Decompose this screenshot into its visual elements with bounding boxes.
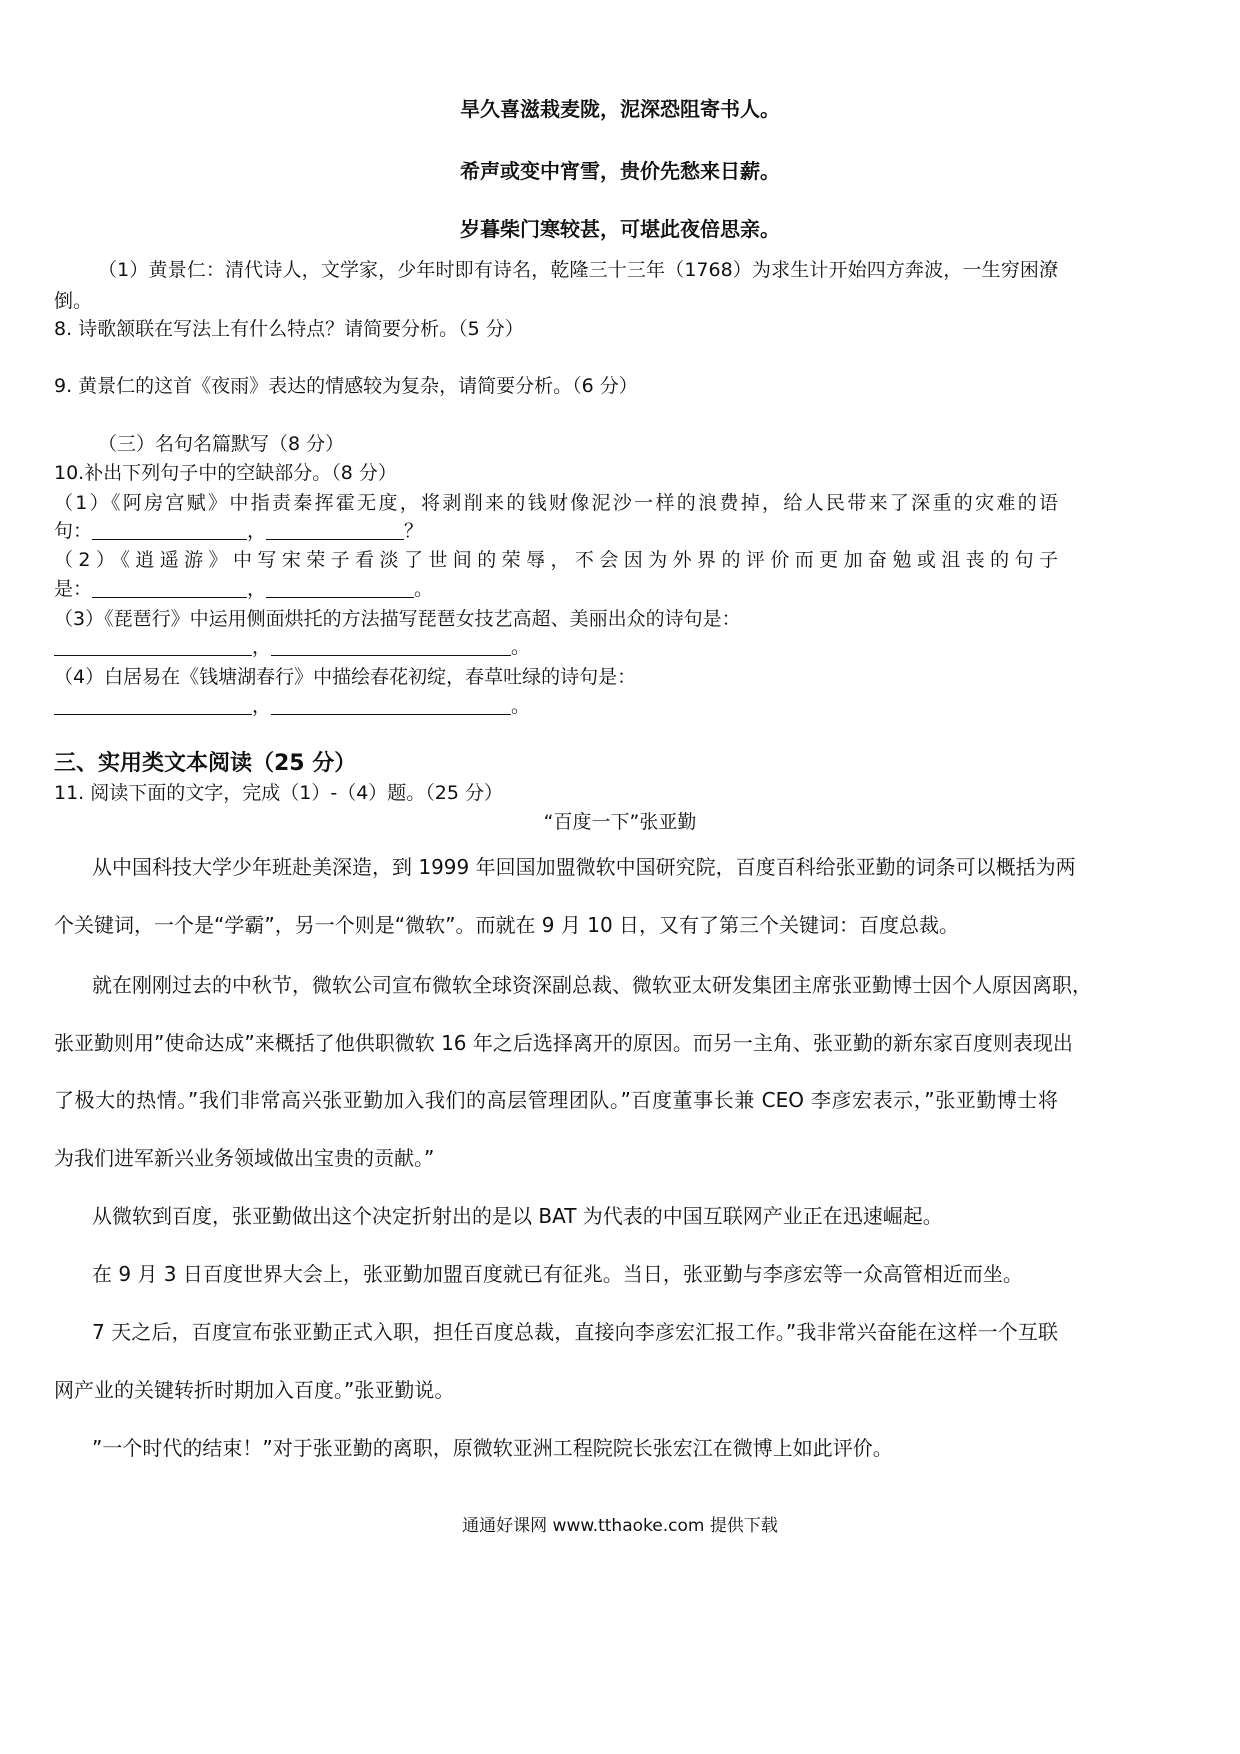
- question-10: 10.补出下列句子中的空缺部分。（8 分）: [54, 462, 397, 484]
- item-2-answer-row: [54, 576, 433, 602]
- poet-note-line-2: 倒。: [54, 290, 93, 312]
- item-1-prompt: （1）《阿房宫赋》中指责秦挥霍无度，将剥削来的钱财像泥沙一样的浪费掉，给人民带来了深重的灾难的语: [54, 492, 1058, 514]
- question-11: 11. 阅读下面的文字，完成（1）-（4）题。（25 分）: [54, 782, 504, 804]
- article-p4-line-1: 在 9 月 3 日百度世界大会上，张亚勤加盟百度就已有征兆。当日，张亚勤与李彦宏等一众高管相近而坐。: [92, 1262, 1023, 1286]
- item-2-blank-1[interactable]: [92, 577, 247, 598]
- poem-line-3: 岁暮柴门寒较甚，可堪此夜倍思亲。: [460, 217, 780, 241]
- question-8: 8. 诗歌颔联在写法上有什么特点？请简要分析。（5 分）: [54, 318, 524, 340]
- item-1-blank-1[interactable]: [92, 519, 247, 540]
- item-4-blank-1[interactable]: [54, 694, 252, 715]
- article-title: “百度一下”张亚勤: [543, 811, 697, 833]
- item-4-end: 。: [511, 695, 531, 717]
- article-p5-line-2: 网产业的关键转折时期加入百度。”张亚勤说。: [54, 1378, 455, 1402]
- item-3-answer-row: [54, 634, 530, 660]
- poet-note-line-1: （1）黄景仁：清代诗人，文学家，少年时即有诗名，乾隆三十三年（1768）为求生计开始四方奔波，一生穷困潦: [98, 259, 1058, 281]
- article-p6-line-1: ”一个时代的结束！”对于张亚勤的离职，原微软亚洲工程院院长张宏江在微博上如此评价。: [92, 1436, 893, 1460]
- item-3-separator: ，: [252, 636, 272, 658]
- item-1-blank-2[interactable]: [266, 519, 404, 540]
- item-1-prefix: 句：: [54, 520, 93, 542]
- recitation-section-title: （三）名句名篇默写（8 分）: [98, 433, 345, 455]
- article-p5-line-1: 7 天之后，百度宣布张亚勤正式入职，担任百度总裁，直接向李彦宏汇报工作。”我非常兴奋能在这样一个互联: [92, 1320, 1058, 1344]
- item-1-separator: ，: [247, 520, 267, 542]
- article-p1-line-1: 从中国科技大学少年班赴美深造，到 1999 年回国加盟微软中国研究院，百度百科给张亚勤的词条可以概括为两: [92, 855, 1076, 879]
- item-4-prompt: （4）白居易在《钱塘湖春行》中描绘春花初绽，春草吐绿的诗句是：: [54, 666, 637, 688]
- article-p2-line-4: 为我们进军新兴业务领域做出宝贵的贡献。”: [54, 1146, 435, 1170]
- question-9: 9. 黄景仁的这首《夜雨》表达的情感较为复杂，请简要分析。（6 分）: [54, 375, 638, 397]
- article-p1-line-2: 个关键词，一个是“学霸”，另一个则是“微软”。而就在 9 月 10 日，又有了第三个关键词：百度总裁。: [54, 913, 960, 937]
- article-p3-line-1: 从微软到百度，张亚勤做出这个决定折射出的是以 BAT 为代表的中国互联网产业正在迅速崛起。: [92, 1204, 943, 1228]
- item-4-answer-row: [54, 693, 530, 719]
- item-3-end: 。: [511, 636, 531, 658]
- item-2-prefix: 是：: [54, 578, 93, 600]
- item-4-separator: ，: [252, 695, 272, 717]
- footer-download-notice: 通通好课网 www.tthaoke.com 提供下载: [462, 1516, 778, 1536]
- article-p2-line-2: 张亚勤则用”使命达成”来概括了他供职微软 16 年之后选择离开的原因。而另一主角、张亚勤的新东家百度则表现出: [54, 1031, 1073, 1055]
- item-2-end: 。: [414, 578, 434, 600]
- item-2-blank-2[interactable]: [266, 577, 414, 598]
- item-2-prompt: （2）《逍遥游》中写宋荣子看淡了世间的荣辱，不会因为外界的评价而更加奋勉或沮丧的句子: [54, 549, 1058, 571]
- item-3-blank-1[interactable]: [54, 635, 252, 656]
- practical-section-heading: 三、实用类文本阅读（25 分）: [54, 751, 357, 776]
- poem-line-1: 旱久喜滋栽麦陇，泥深恐阻寄书人。: [460, 97, 780, 121]
- article-p2-line-1: 就在刚刚过去的中秋节，微软公司宣布微软全球资深副总裁、微软亚太研发集团主席张亚勤博士因个人原因离职，: [92, 973, 1092, 997]
- item-1-end: ？: [404, 520, 424, 542]
- poem-line-2: 希声或变中宵雪，贵价先愁来日薪。: [460, 159, 780, 183]
- article-p2-line-3: 了极大的热情。”我们非常高兴张亚勤加入我们的高层管理团队。”百度董事长兼 CEO 李彦宏表示，”张亚勤博士将: [54, 1088, 1058, 1112]
- item-3-prompt: （3）《琵琶行》中运用侧面烘托的方法描写琵琶女技艺高超、美丽出众的诗句是：: [54, 608, 741, 630]
- item-4-blank-2[interactable]: [271, 694, 511, 715]
- item-1-answer-row: [54, 518, 423, 544]
- item-2-separator: ，: [247, 578, 267, 600]
- item-3-blank-2[interactable]: [271, 635, 511, 656]
